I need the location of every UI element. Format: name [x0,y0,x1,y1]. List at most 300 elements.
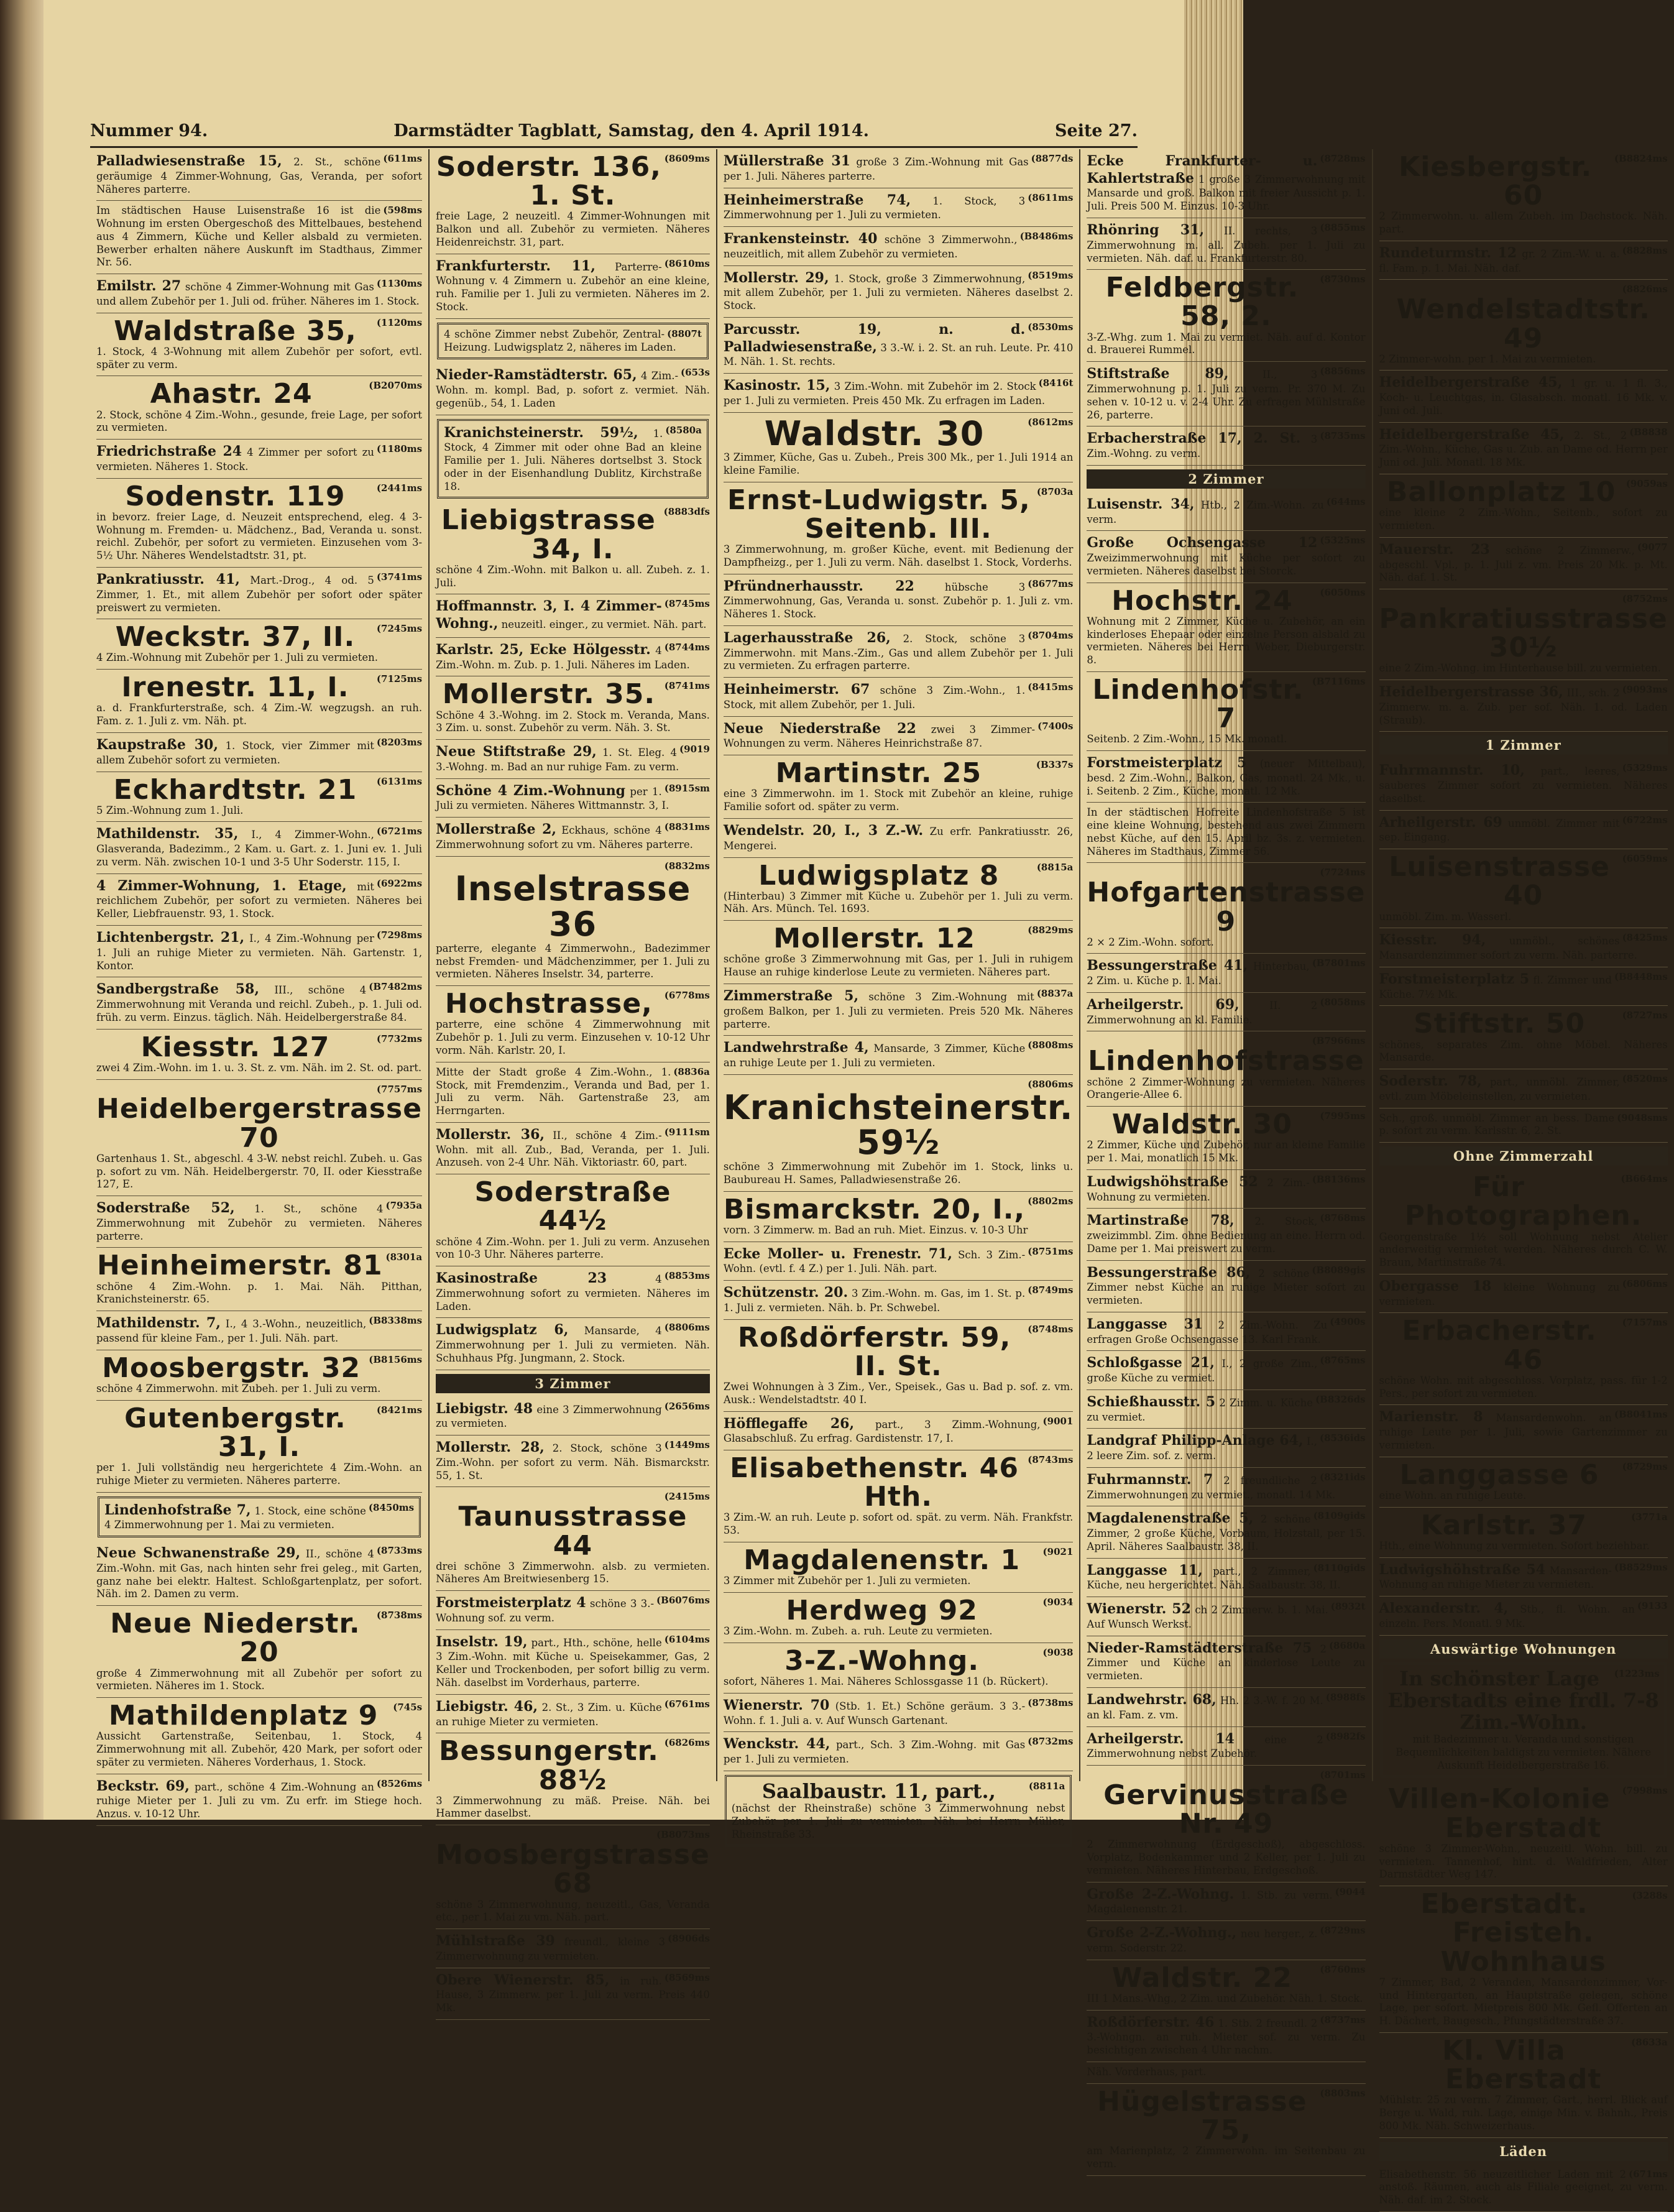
ad-text: I., 4 3.-Wohn., neuzeitlich, passend für kleine Fam., per 1. Juli. Näh. part. [96,1318,367,1344]
classified-ad [96,440,422,479]
classified-ad [96,1080,422,1197]
classified-ad [1087,863,1365,954]
ad-text: 3-Z.-Whg. zum 1. Mai zu vermiet. Näh. auf d. Kontor d. Brauerei Rummel. [1087,331,1366,356]
classified-ad [1087,993,1365,1032]
ad-address: Kiesstr. 94, [1379,932,1486,949]
ad-headline: Stiftstr. 50 [1414,1008,1585,1040]
classified-ad [1379,1313,1668,1405]
ad-text: mit Badezimmer u. Veranda und sonstigen Bequemlichkeiten baldigst zu vermieten. Nähere Auskunft Heidelbergerstraße 16. [1396,1733,1651,1771]
ad-headline: Gutenbergstr. 31, I. [124,1402,346,1463]
classified-ad [436,1397,710,1436]
ad-reference: (7995ms [1320,1110,1366,1122]
ad-text: 2 Zimmerwohnung (Erdgeschoß), abgeschloss. Vorplatz, Bodenkammer und 2 Keller, per 1. Juli zu vermieten. Näheres Hinterbau, Erdgeschoß. [1087,1838,1366,1876]
ad-headline: Langgasse 6 [1399,1459,1599,1491]
ad-headline: Waldstr. 22 [1111,1961,1292,1994]
ad-reference: (8536ids [1320,1432,1366,1444]
ad-text: drei schöne 3 Zimmerwohn. alsb. zu vermieten. Näheres Am Breitwiesenberg 15. [436,1560,710,1585]
ad-text: eine 2 Zimmerwohnung nebst Zubehör. [1087,1733,1323,1760]
column-1 [90,149,430,1820]
ad-address: Soderstr. 78, [1379,1073,1482,1090]
ad-text: Stb., fl. Wohn. an einzeln. Pers. Monatl. 9 Mk. [1379,1603,1635,1629]
ad-address: Ludwigshöhstraße 52 [1087,1173,1258,1190]
classified-ad [96,733,422,772]
ad-address: Wenckstr. 44, [723,1736,830,1753]
ad-reference: (6922ms [376,877,423,889]
ad-address: Hoffmannstr. 3, I. 4 Zimmer-Wohng., [436,598,662,632]
classified-ad [724,678,1074,717]
classified-ad [724,1036,1074,1075]
classified-ad [1379,928,1668,967]
ad-text: schöne Wohn. mit abgeschloss. Vorplatz, pass. für 1-2 Pers., per sofort zu vermieten. [1379,1374,1668,1399]
classified-ad [436,1591,710,1630]
classified-ad [724,266,1074,318]
classified-ad [1087,1312,1365,1352]
ad-reference: (8727ms [1622,1010,1668,1021]
ad-headline: Weckstr. 37, II. [115,621,356,653]
classified-ad [1087,1506,1365,1558]
classified-ad [724,1412,1074,1451]
ad-reference: (1120ms [376,316,423,328]
ad-text: Näh. Vorderhaus, part. [1087,2065,1207,2078]
ad-reference: (8733ms [376,1545,423,1557]
ad-reference: (8569ms [664,1971,710,1983]
classified-ad [1379,1508,1668,1558]
ad-address: Kasinostraße 23 [436,1270,607,1287]
ad-text: schöne 4 Zim.-Wohn. mit Balkon u. all. Zubeh. z. 1. Juli. [436,563,710,589]
ad-address: Obere Wienerstr. 85, [436,1971,610,1988]
ad-address: Karlstr. 25, Ecke Hölgesstr. [436,641,651,658]
classified-ad [724,227,1074,266]
ad-reference: (8751ms [1028,1245,1074,1257]
classified-ad [436,1487,710,1591]
classified-ad [436,254,710,319]
ad-headline: Inselstrasse 36 [454,869,691,944]
ad-reference: (8729ms [1320,1925,1366,1937]
ad-text: 3 3.-W. i. 2. St. an ruh. Leute. Pr. 410 M. Näh. 1. St. rechts. [723,341,1074,368]
ad-text: Sch. 3 Zim.-Wohn. (evtl. f. 4 Z.) per 1. Juli. Näh. part. [723,1248,1026,1275]
ad-text: III., sch. 2 Zimmerw. m. a. Zub. per sof. Näh. 1. od. Laden (Straub). [1379,687,1668,726]
classified-ad [96,313,422,377]
ad-text: 4 schöne Zimmer nebst Zubehör, Zentral-Heizung. Ludwigsplatz 2, näheres im Laden. [444,328,676,353]
ad-headline: Waldstr. 30 [764,413,985,453]
ad-text: mit reichlichem Zubehör, per sofort zu vermieten. Näheres bei Keller, Liebfrauenstr. 93, 1. Stock. [96,880,423,920]
classified-ad [1087,1921,1365,1960]
ad-address: Ludwigshöhstraße 54 [1379,1561,1546,1578]
classified-ad [96,1541,422,1606]
classified-ad [1087,672,1365,751]
classified-ad [1087,426,1365,466]
ad-reference: (6721ms [376,826,423,837]
ad-reference: (B7482ms [369,981,423,993]
ad-address: Magdalenenstraße 5, [1087,1510,1254,1527]
ad-reference: (8808ms [1028,1039,1074,1051]
ad-reference: (8701ms [1320,1769,1366,1781]
classified-ad [436,1929,710,1968]
ad-address: Forstmeisterplatz 5 [1379,970,1530,987]
ad-text: zwei 3 Zimmer-Wohnungen zu verm. Näheres Heinrichstraße 87. [723,723,1036,750]
ad-reference: (5325ms [1320,535,1366,546]
ad-reference: (B8529ms [1614,1561,1668,1573]
ad-reference: (9093ms [1622,684,1668,696]
ad-reference: (7757ms [376,1083,423,1095]
ad-text: 1. Stb. zu verm. Magdalenenstr. 21. [1087,1889,1333,1915]
ad-text: Zweizimmerwohnung mit Küche per sofort zu vermieten. Näheres daselbst bei Storck. [1087,552,1366,577]
ad-text: Mansardenwohn. an ruhige Leute per 1. Juli, sowie Gartenzimmer zu vermieten. [1379,1412,1668,1451]
ad-text: Mansarde, 3 Zimmer, Küche an ruhige Leute per 1. Juli zu vermieten. [723,1043,1026,1069]
classified-ad [1379,811,1668,850]
ad-address: Höfflegaffe 26, [723,1415,855,1432]
classified-columns [90,149,1668,2206]
ad-text: part., Sch. 3 Zim.-Wohng. mit Gas per 1. Juli zu vermieten. [723,1739,1026,1766]
column-4 [1080,149,1373,2170]
ad-reference: (B8824ms [1614,153,1668,164]
ad-text: neuzeitl. einger., zu vermiet. Näh. part. [501,619,707,631]
classified-ad [724,1075,1074,1192]
ad-reference: (B8073ms [656,1829,710,1841]
ad-reference: (8741ms [664,680,710,692]
classified-ad [1379,423,1668,474]
ad-reference: (8988fs [1325,1692,1366,1703]
classified-ad [724,858,1074,921]
classified-ad [725,1775,1072,1847]
ad-headline: 3-Z.-Wohng. [784,1644,980,1677]
ad-headline: Lindenhofstrasse [1088,1045,1364,1077]
ad-reference: (8806ms [664,1322,710,1334]
ad-reference: (7157ms [1622,1317,1668,1329]
ad-headline: Mollerstr. 35. [442,678,656,711]
ad-text: gr. 2 Zim.-W. u. a. fl. Fam. p. 1. Mai. Näh. daf. [1379,247,1620,274]
ad-reference: (8704ms [1028,629,1074,641]
classified-ad [437,323,709,360]
classified-ad [1087,583,1365,672]
classified-ad [724,1643,1074,1694]
ad-reference: (8058ms [1320,996,1366,1008]
ad-reference: (B8486ms [1019,231,1074,242]
classified-ad [1087,2084,1365,2176]
ad-text: schöne 3 Zim.-Wohn., 1. Stock, mit allem Zubehör, per 1. Juli. [723,684,1026,711]
ad-address: Bessungerstraße 41, [1087,957,1248,974]
ad-text: 1. Stb. 2 freundl. 2 3.-Wohngn. an ruh. Mieter sof. zu verm. Zu besichtigen zwischen 4 Uhr nachm. [1087,2017,1366,2057]
classified-ad [724,984,1074,1036]
ad-text: in bevorz. freier Lage, d. Neuzeit entsprechend, eleg. 4 3-Wohnung m. Fremden- u. Mädchenz., Bad, Veranda u. sonst. reichl. Zubehör, per sofort zu vermieten. Einzusehen vom 3-5½ Uhr. Näheres Wendelstadtstr. 31, pt. [96,510,423,562]
classified-ad [1379,149,1668,241]
ad-text: Sch., groß. unmöbl. Zimmer an bess. Dame p. sofort zu verm. Karlsstr. 6, 2. St. [1379,1112,1615,1137]
classified-ad [96,1030,422,1080]
ad-text: 1. St., schöne 4 Zimmerwohnung mit Zubehör zu vermieten. Näheres parterre. [96,1203,423,1242]
ad-text: 1. Stock, große 3 Zimmerwohnung, mit allem Zubehör, per 1. Juli zu vermieten. Näheres daselbst 2. Stock. [723,272,1074,311]
ad-address: Beckstr. 69, [96,1777,190,1794]
ad-address: Große Ochsengasse 12 [1087,535,1318,551]
ad-reference: (8610ms [664,257,710,269]
ad-address: Schießhausstr. 5 [1087,1393,1216,1410]
ad-reference: (7998ms [1622,1785,1668,1797]
ad-headline: Ernst-Ludwigstr. 5, Seitenb. III. [727,484,1031,545]
ad-text: schönes, separates Zim. ohne Möbel. Näheres Mansarde. [1379,1038,1668,1064]
ad-text: Hth., eine Wohnung zu vermieten. Sofort beziehbar. [1379,1539,1650,1552]
ad-reference: (5329ms [1622,762,1668,774]
classified-ad [1087,362,1365,426]
classified-ad [1379,241,1668,280]
ad-address: Kaupstraße 30, [96,737,219,753]
ad-text: freundl., kleine 3 Zimmerwohnung zu vermieten. [436,1936,666,1962]
ad-text: hübsche 3 Zimmerwohnung, Gas, Veranda u. sonst. Zubehör p. 1. Juli z. vm. Näheres 1. Stock. [723,581,1074,620]
ad-address: Heinheimerstr. 67 [723,681,870,698]
ad-text: schöne 3 Zimmerwohn., neuzeitlich, mit allem Zubehör zu vermieten. [723,234,1018,260]
classified-ad [724,717,1074,756]
classified-ad [1379,1597,1668,1636]
ad-address: Forstmeisterplatz 5 [1087,755,1247,772]
ad-text: 2 Zimmerwohn. u. allem Zubeh. im Dachstock. Näh. part. [1379,210,1668,236]
ad-text: 2 Zimmer und Küche an kinderlose Leute zu vermieten. [1087,1643,1366,1682]
ad-text: part., leeres, sauberes Zimmer sofort zu vermieten. Näheres daselbst. [1379,765,1668,804]
ad-reference: (9034 [1042,1596,1074,1608]
classified-ad [96,274,422,313]
ad-reference: (7732ms [376,1033,423,1044]
ad-address: Wendelstr. 20, I., 3 Z.-W. [723,823,924,839]
ad-headline: Erbacherstr. 46 [1402,1315,1597,1376]
ad-text: In der städtischen Hofreite Lindenhofstraße 5 ist eine kleine Wohnung, bestehend aus zwei Zimmern nebst Küche, auf den 15. April bz. 3s. z. vermieten. Näheres im Stadthaus, Zimmer 56. [1087,806,1366,857]
ad-address: Mollerstr. 36, [436,1126,545,1143]
ad-reference: (B7116ms [1312,675,1366,687]
ad-reference: (9133 [1637,1600,1668,1612]
ad-text: schöne 3 Zim.-Wohnung mit großem Balkon, per 1. Juli zu vermieten. Preis 520 Mk. Näheres parterre. [723,991,1074,1030]
ad-reference: (745s [393,1702,423,1713]
classified-ad [1087,218,1365,270]
ad-reference: (8425ms [1622,932,1668,944]
ad-headline: Heinheimerstr. 81 [96,1250,383,1282]
ad-reference: (8806ms [1028,1078,1074,1090]
ad-reference: (8932t [1330,1601,1366,1613]
ad-reference: (8828ms [1622,244,1668,256]
ad-text: 2 Zimmer-wohn. per 1. Mai zu vermieten. [1379,353,1596,365]
ad-address: Arheilgerstr. 69, [1087,996,1239,1013]
ad-headline: Luisenstrasse 40 [1389,851,1610,912]
ad-address: Mauerstr. 23 [1379,541,1490,558]
ad-headline: Roßdörferstr. 59, II. St. [737,1321,1011,1382]
ad-reference: (6778ms [664,990,710,1002]
ad-headline: Wendelstadtstr. 49 [1396,293,1650,354]
ad-reference: (8837a [1036,988,1074,999]
ad-text: parterre, elegante 4 Zimmerwohn., Badezimmer nebst Fremden- und Mädchenzimmer, per 1. Juli zu vermieten. Näheres Inselstr. 34, parterre. [436,942,710,980]
ad-reference: (8815a [1036,861,1074,873]
ad-address: Zimmerstraße 5, [723,988,859,1004]
ad-reference: (611ms [383,153,423,164]
ad-reference: (8768ms [1320,1212,1366,1224]
ad-headline: Saalbaustr. 11, part., [761,1779,996,1803]
ad-text: sofort, Näheres 1. Mai. Näheres Schlossgasse 11 (b. Rückert). [723,1675,1049,1688]
classified-ad [724,921,1074,984]
classified-ad [96,1248,422,1311]
ad-text: per 1. Juli zu vermieten. Näheres Wittmannstr. 3, I. [436,785,669,812]
ad-text: 1. St. Eleg. 4 3.-Wohng. m. Bad an nur ruhige Fam. zu verm. [436,747,679,773]
ad-address: Landwehrstraße 4, [723,1039,869,1056]
ad-headline: Neue Niederstr. 20 [110,1608,361,1669]
classified-ad [1087,149,1365,218]
ad-text: freie Lage, 2 neuzeitl. 4 Zimmer-Wohnungen mit Balkon und all. Zubehör zu vermieten. Näheres Heidenreichstr. 31, part. [436,210,710,248]
ad-text: 2. Stock, schöne 4 Zim.-Wohn., gesunde, freie Lage, per sofort zu vermieten. [96,408,423,434]
ad-reference: (8982fs [1325,1730,1366,1742]
ad-reference: (2656ms [664,1400,710,1412]
column-2 [430,149,717,2014]
ad-address: Müllerstraße 31 [723,153,851,169]
ad-headline: Bessungerstr. 88½ [438,1735,659,1796]
ad-reference: (9021 [1042,1546,1074,1557]
ad-address: Langgasse 31 [1087,1316,1203,1332]
ad-reference: (1449ms [664,1439,710,1451]
ad-text: schöne 4 Zimmerwohn. mit Zubeh. per 1. Juli zu verm. [96,1382,381,1394]
ad-text: 7 Zimmer, Bad, 2 Veranden, Mansardenzimmer, Vor- und Hintergarten, an Hauptstraße gelegen, schöne Lage, per sofort. Mietpreis 800 Mk. Gefl. Offerten an H. Dächert, Baugesch., Pfungstädterstraße 37. [1379,1976,1668,2027]
ad-reference: (8877ds [1031,153,1074,164]
ad-text: Wohnung mit 2 Zimmer, Küche u. Zubehör, an ein kinderloses Ehepaar oder einzelne Person alsbald zu vermieten. Näheres bei Herrn Weber, Dieburgerstr. 8. [1087,615,1366,666]
ad-text: a. d. Frankfurterstraße, sch. 4 Zim.-W. wegzugsh. an ruh. Fam. z. 1. Juli z. vm. Näh. pt. [96,702,423,727]
ad-text: 3 Zimmerwohnung zu mäß. Preise. Näh. bei Hammer daselbst. [436,1794,710,1820]
ad-address: Roßdörferstr. 46 [1087,2014,1215,2030]
ad-reference: (9077 [1637,541,1668,553]
ad-reference: (8906ds [668,1933,710,1945]
classified-ad [1379,589,1668,680]
classified-ad [436,638,710,677]
ad-headline: Für Photographen. [1404,1171,1642,1232]
ad-reference: (8203ms [376,737,423,748]
ad-address: Bessungerstraße 86, [1087,1264,1251,1281]
ad-reference: (8730ms [1320,274,1366,285]
issue-number: Nummer 94. [90,121,208,141]
ad-reference: (8807t [667,328,702,339]
classified-ad [96,1774,422,1826]
ad-reference: (7935a [385,1200,423,1212]
ad-reference: (8677ms [1028,578,1074,589]
ad-reference: (8421ms [376,1404,423,1416]
ad-address: Emilstr. 27 [96,278,182,295]
ad-address: Pfründnerhausstr. 22 [723,578,914,594]
ad-reference: (B7801ms [1312,957,1366,969]
ad-reference: (8829ms [1028,924,1074,936]
ad-headline: Ahastr. 24 [150,378,313,410]
ad-text: II., 3 Zimmerwohnung p. 1. Juli zu verm. Pr. 370 M. Zu sehen v. 10-12 u. v. 2-4 Uhr. Zu erfragen Mühlstraße 26, parterre. [1087,369,1366,421]
ad-text: Georgenstraße 1½ soll Wohnung nebst Atelier anderweitig vermietet werden. Näheres durch C. W. Braun, Martinstraße 74. [1379,1230,1668,1269]
ad-text: 2 × 2 Zim.-Wohn. sofort. [1087,936,1214,948]
classified-ad [724,374,1074,413]
ad-text: I., 4 Zim.-Wohnung per 1. Juli an ruhige Mieter zu vermieten. Näh. Gartenstr. 1, Kontor. [96,933,423,972]
classified-ad [724,1542,1074,1593]
ad-address: Pankratiusstr. 41, [96,571,240,588]
ad-reference: (B8338ms [369,1315,423,1327]
classified-ad [1379,2165,1668,2212]
ad-reference: (3771a [1631,1511,1668,1523]
ad-address: Forstmeisterplatz 4 [436,1595,586,1611]
ad-text: vorn. 3 Zimmerw. m. Bad an ruh. Miet. Einzus. v. 10-3 Uhr [723,1224,1028,1236]
ad-text: zwei 4 Zim.-Wohn. im 1. u. 3. St. z. vm. Näh. im 2. St. od. part. [96,1061,422,1074]
ad-reference: (2441ms [376,482,423,494]
ad-reference: (B7966ms [1312,1035,1366,1047]
ad-text: in ruh. Hause, 3 Zimmerw. per 1. Juli zu verm. Preis 440 Mk. [436,1975,710,2014]
classified-ad [96,1401,422,1493]
classified-ad [437,419,709,499]
ad-text: I., 2 leere Zim. sof. z. verm. [1087,1435,1318,1462]
ad-text: Htb., 2 Zim.-Wohn. zu verm. [1087,499,1324,525]
ad-headline: Elisabethenstr. 46 Hth. [730,1452,1019,1513]
classified-ad [724,819,1074,858]
ad-reference: (3741ms [376,571,423,583]
ad-reference: (8883dfs [663,506,710,518]
ad-text: 5 Zim.-Wohnung zum 1. Juli. [96,804,244,816]
ad-text: Zu erfr. Pankratiusstr. 26, Mengerei. [723,826,1074,852]
ad-address: Schloßgasse 21, [1087,1355,1215,1371]
classified-ad [1379,474,1668,538]
classified-ad [96,822,422,873]
ad-text: unmöbl. Zim. m. Wasserl. [1379,910,1512,923]
ad-text: 2 Zim.-Wohn. Zu erfragen Große Ochsengasse 13. Karl Frank. [1087,1319,1328,1345]
ad-address: Langgasse 11, [1087,1562,1203,1578]
classified-ad [436,1733,710,1825]
ad-text: II. rechts, 3 Zimmerwohnung m. all. Zubeh. per 1. Juli zu vermieten. Näh. daf. u. Frankfurterstr. 80. [1087,225,1366,264]
ad-address: Schützenstr. 20. [723,1284,848,1301]
ad-reference: (8735ms [1320,430,1366,442]
classified-ad [1087,270,1365,362]
ad-reference: (B8089gis [1312,1264,1366,1276]
classified-ad [96,1350,422,1401]
ad-address: Mathildenstr. 35, [96,826,239,842]
ad-reference: (8831ms [664,821,710,833]
ad-reference: (8745ms [664,598,710,610]
ad-text: neu herger., z. verm. Soderstr. 22. [1087,1928,1318,1954]
ad-text: (Hinterbau) 3 Zimmer mit Küche u. Zubehör per 1. Juli zu verm. Näh. Ars. Münch. Tel. 1693. [723,890,1074,915]
ad-text: 1. Stock, 4 3-Wohnung mit allem Zubehör per sofort, evtl. später zu verm. [96,345,423,371]
ad-address: Schöne 4 Zim.-Wohnung [436,782,626,799]
ad-reference: (8811a [1028,1780,1065,1792]
ad-headline: Herdweg 92 [786,1594,978,1626]
ad-address: Frankfurterstr. 11, [436,257,596,274]
ad-reference: (8703a [1036,486,1074,497]
classified-ad [1379,1781,1668,1886]
ad-reference: (8748ms [1028,1323,1074,1335]
ad-text: part., 2 Zimmer, Küche, neu hergerichtet. Näh. Saalbaustr. 38, II. [1087,1565,1341,1592]
newspaper-page [44,0,1668,2206]
ad-headline: Taunusstrasse 44 [458,1501,688,1562]
ad-address: Alexanderstr. 4, [1379,1600,1509,1617]
ad-reference: (6722ms [1622,814,1668,826]
ad-address: Arheilgerstr. 14 [1087,1730,1235,1747]
ad-address: Mollerstr. 28, [436,1439,545,1456]
ad-text: 3 Zim.-Wohn. m. Zubeh. a. ruh. Leute zu vermieten. [723,1625,993,1638]
classified-ad [96,977,422,1029]
classified-ad [96,149,422,201]
ad-reference: (9059as [1626,478,1668,490]
section-heading: Auswärtige Wohnungen [1379,1639,1668,1659]
ad-headline: Waldstr. 30 [1111,1108,1292,1141]
book-spine [0,0,44,1820]
ad-reference: (644ms [1326,495,1366,507]
ad-reference: (2415ms [664,1491,710,1503]
classified-ad [1379,849,1668,928]
ad-text: Mart.-Drog., 4 od. 5 Zimmer, 1. Et., mit allem Zubehör per sofort oder später preiswert zu vermieten. [96,574,423,614]
ad-address: Liebigstr. 46, [436,1698,538,1715]
ad-address: Ecke Frankfurter- u. Kahlertstraße [1087,153,1318,187]
classified-ad [436,1695,710,1734]
classified-ad [1087,1727,1365,1766]
ad-reference: (8301a [385,1251,423,1263]
ad-text: schöne 4 Zim.-Wohn. p. 1. Mai. Näh. Pitthan, Kranichsteinerstr. 65. [96,1280,423,1306]
ad-headline: Hochstrasse, [444,988,653,1020]
classified-ad [724,1320,1074,1412]
ad-text: 3 Zimmer mit Zubehör per 1. Juli zu vermieten. [723,1575,971,1587]
ad-address: Kranichsteinerstr. 59½, [444,424,638,441]
ad-text: schöne 3 Zimmerwohnung, neuzeitl., Gas, Veranda etc., per 1. Mai zu vm. Näh. part. [436,1898,710,1924]
ad-reference: (4900s [1330,1316,1366,1327]
ad-address: Rundeturmstr. 12 [1379,244,1517,261]
ad-reference: (B8156ms [369,1353,423,1365]
ad-reference: (9048sms [1617,1112,1668,1123]
